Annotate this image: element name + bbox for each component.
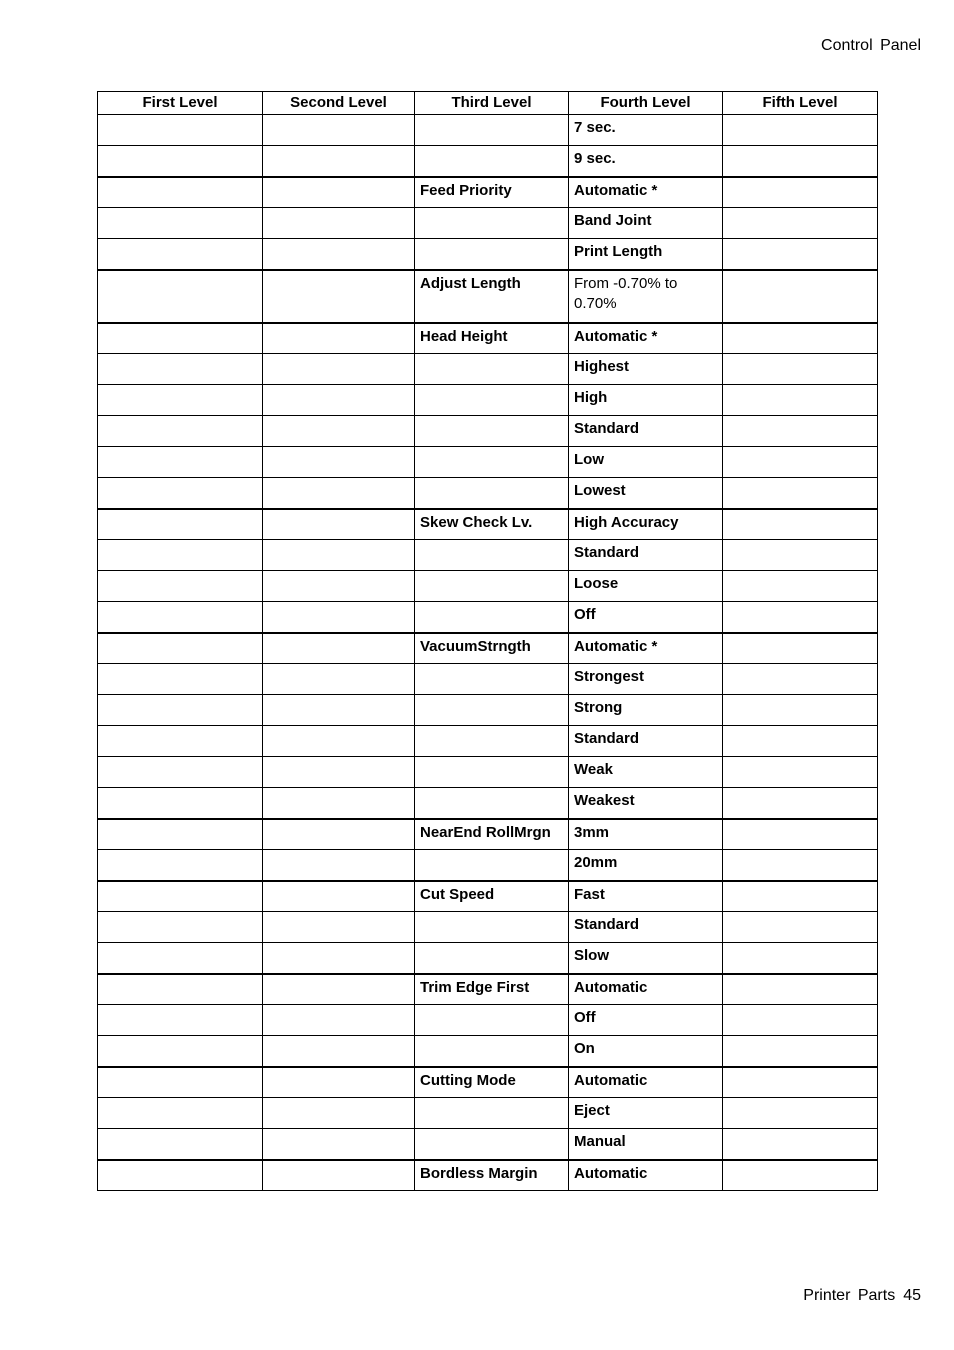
table-row: [98, 1067, 878, 1098]
cell-fifth-level: [723, 239, 878, 270]
cell-fifth-level: [723, 177, 878, 208]
cell-third-level: Adjust Length: [415, 270, 569, 323]
cell-fourth-level: Standard: [569, 416, 723, 447]
table-row: [98, 385, 878, 416]
table-row: [98, 571, 878, 602]
cell-fourth-level: Weak: [569, 757, 723, 788]
cell-fourth-level: 9 sec.: [569, 146, 723, 177]
cell-third-level: [415, 602, 569, 633]
cell-second-level: [263, 1098, 415, 1129]
table-row: [98, 1005, 878, 1036]
cell-fifth-level: [723, 115, 878, 146]
cell-first-level: [98, 1005, 263, 1036]
cell-third-level: [415, 447, 569, 478]
cell-fifth-level: [723, 323, 878, 354]
cell-first-level: [98, 146, 263, 177]
cell-fifth-level: [723, 540, 878, 571]
cell-fifth-level: [723, 664, 878, 695]
cell-fourth-level: Slow: [569, 943, 723, 974]
cell-first-level: [98, 447, 263, 478]
table-row: [98, 270, 878, 323]
cell-first-level: [98, 974, 263, 1005]
cell-third-level: [415, 208, 569, 239]
cell-second-level: [263, 726, 415, 757]
table-row: [98, 1129, 878, 1160]
cell-first-level: [98, 633, 263, 664]
cell-third-level: [415, 239, 569, 270]
table-row: [98, 943, 878, 974]
table-row: [98, 881, 878, 912]
cell-third-level: [415, 912, 569, 943]
cell-first-level: [98, 850, 263, 881]
table-row: [98, 208, 878, 239]
cell-first-level: [98, 115, 263, 146]
cell-first-level: [98, 726, 263, 757]
cell-fifth-level: [723, 819, 878, 850]
column-header-second-level: Second Level: [263, 92, 415, 115]
column-header-first-level: First Level: [98, 92, 263, 115]
cell-third-level: [415, 1098, 569, 1129]
cell-fifth-level: [723, 478, 878, 509]
cell-second-level: [263, 819, 415, 850]
cell-second-level: [263, 354, 415, 385]
table-row: [98, 757, 878, 788]
cell-third-level: [415, 571, 569, 602]
cell-fourth-level: Automatic *: [569, 633, 723, 664]
cell-fourth-level: Automatic *: [569, 323, 723, 354]
cell-fourth-level: Manual: [569, 1129, 723, 1160]
cell-third-level: NearEnd RollMrgn: [415, 819, 569, 850]
cell-fourth-level: Lowest: [569, 478, 723, 509]
column-header-third-level: Third Level: [415, 92, 569, 115]
cell-fifth-level: [723, 1036, 878, 1067]
cell-fifth-level: [723, 1098, 878, 1129]
table-row: [98, 974, 878, 1005]
cell-first-level: [98, 571, 263, 602]
menu-settings-table: [97, 91, 878, 1191]
cell-fifth-level: [723, 571, 878, 602]
cell-second-level: [263, 323, 415, 354]
table-row: [98, 1160, 878, 1191]
cell-first-level: [98, 208, 263, 239]
cell-fourth-level: Low: [569, 447, 723, 478]
cell-fourth-level: On: [569, 1036, 723, 1067]
cell-second-level: [263, 540, 415, 571]
cell-second-level: [263, 695, 415, 726]
cell-third-level: [415, 943, 569, 974]
cell-second-level: [263, 115, 415, 146]
table-row: [98, 695, 878, 726]
cell-fifth-level: [723, 1005, 878, 1036]
table-row: [98, 1036, 878, 1067]
table-body: [98, 115, 878, 1191]
cell-second-level: [263, 416, 415, 447]
cell-third-level: [415, 416, 569, 447]
cell-second-level: [263, 602, 415, 633]
cell-second-level: [263, 385, 415, 416]
cell-fourth-level: 20mm: [569, 850, 723, 881]
page-header-title: Control Panel: [821, 37, 921, 54]
cell-third-level: [415, 1005, 569, 1036]
table-row: [98, 239, 878, 270]
cell-second-level: [263, 1067, 415, 1098]
cell-fifth-level: [723, 602, 878, 633]
cell-fifth-level: [723, 943, 878, 974]
cell-second-level: [263, 146, 415, 177]
cell-third-level: [415, 757, 569, 788]
cell-first-level: [98, 757, 263, 788]
cell-third-level: [415, 726, 569, 757]
cell-first-level: [98, 912, 263, 943]
cell-fourth-level: Loose: [569, 571, 723, 602]
cell-first-level: [98, 1067, 263, 1098]
cell-fourth-level: Print Length: [569, 239, 723, 270]
cell-first-level: [98, 323, 263, 354]
cell-second-level: [263, 1036, 415, 1067]
table-row: [98, 509, 878, 540]
cell-first-level: [98, 354, 263, 385]
cell-fifth-level: [723, 912, 878, 943]
cell-third-level: Cutting Mode: [415, 1067, 569, 1098]
cell-third-level: Head Height: [415, 323, 569, 354]
cell-first-level: [98, 602, 263, 633]
table-row: [98, 850, 878, 881]
cell-third-level: [415, 788, 569, 819]
cell-fifth-level: [723, 447, 878, 478]
cell-fourth-level: Standard: [569, 540, 723, 571]
cell-fifth-level: [723, 633, 878, 664]
cell-second-level: [263, 270, 415, 323]
cell-fourth-level: Off: [569, 602, 723, 633]
cell-fifth-level: [723, 354, 878, 385]
cell-second-level: [263, 788, 415, 819]
cell-second-level: [263, 1129, 415, 1160]
cell-third-level: [415, 850, 569, 881]
table-row: [98, 416, 878, 447]
cell-first-level: [98, 509, 263, 540]
cell-fifth-level: [723, 208, 878, 239]
cell-first-level: [98, 788, 263, 819]
cell-first-level: [98, 881, 263, 912]
cell-second-level: [263, 478, 415, 509]
cell-second-level: [263, 850, 415, 881]
cell-second-level: [263, 239, 415, 270]
table-row: [98, 447, 878, 478]
cell-fifth-level: [723, 788, 878, 819]
table-row: [98, 323, 878, 354]
table-row: [98, 478, 878, 509]
cell-first-level: [98, 239, 263, 270]
cell-first-level: [98, 1129, 263, 1160]
cell-fourth-level: Weakest: [569, 788, 723, 819]
table-row: [98, 177, 878, 208]
cell-fourth-level: Highest: [569, 354, 723, 385]
table-row: [98, 664, 878, 695]
cell-fifth-level: [723, 1160, 878, 1191]
cell-fourth-level: Off: [569, 1005, 723, 1036]
cell-fifth-level: [723, 270, 878, 323]
cell-third-level: [415, 540, 569, 571]
cell-third-level: [415, 115, 569, 146]
cell-fourth-level: Automatic: [569, 974, 723, 1005]
cell-third-level: [415, 146, 569, 177]
cell-fourth-level: High: [569, 385, 723, 416]
cell-fifth-level: [723, 974, 878, 1005]
cell-fourth-level: Band Joint: [569, 208, 723, 239]
cell-third-level: [415, 478, 569, 509]
cell-fourth-level: High Accuracy: [569, 509, 723, 540]
cell-second-level: [263, 633, 415, 664]
cell-first-level: [98, 177, 263, 208]
cell-first-level: [98, 943, 263, 974]
cell-second-level: [263, 974, 415, 1005]
cell-second-level: [263, 912, 415, 943]
cell-second-level: [263, 208, 415, 239]
cell-third-level: [415, 664, 569, 695]
cell-first-level: [98, 695, 263, 726]
page-footer: [803, 1287, 921, 1305]
cell-fifth-level: [723, 695, 878, 726]
cell-second-level: [263, 664, 415, 695]
cell-fourth-level: Standard: [569, 726, 723, 757]
cell-fifth-level: [723, 881, 878, 912]
cell-fourth-level: Strong: [569, 695, 723, 726]
cell-fifth-level: [723, 1129, 878, 1160]
cell-third-level: [415, 695, 569, 726]
cell-first-level: [98, 478, 263, 509]
table-row: [98, 602, 878, 633]
cell-second-level: [263, 1160, 415, 1191]
cell-fourth-level: Automatic *: [569, 177, 723, 208]
cell-first-level: [98, 270, 263, 323]
cell-third-level: Bordless Margin: [415, 1160, 569, 1191]
cell-fourth-level: Standard: [569, 912, 723, 943]
cell-third-level: Skew Check Lv.: [415, 509, 569, 540]
cell-second-level: [263, 881, 415, 912]
table-row: [98, 819, 878, 850]
table-row: [98, 726, 878, 757]
cell-third-level: Trim Edge First: [415, 974, 569, 1005]
cell-second-level: [263, 1005, 415, 1036]
table-header-row: [98, 92, 878, 115]
cell-second-level: [263, 447, 415, 478]
table-row: [98, 146, 878, 177]
table-row: [98, 540, 878, 571]
cell-fourth-level: Automatic: [569, 1160, 723, 1191]
cell-first-level: [98, 1160, 263, 1191]
cell-first-level: [98, 1098, 263, 1129]
page-number: 45: [903, 1287, 921, 1304]
cell-fifth-level: [723, 146, 878, 177]
cell-fourth-level: 3mm: [569, 819, 723, 850]
table-row: [98, 354, 878, 385]
cell-fifth-level: [723, 509, 878, 540]
cell-fourth-level: Strongest: [569, 664, 723, 695]
cell-third-level: Feed Priority: [415, 177, 569, 208]
cell-fifth-level: [723, 416, 878, 447]
cell-fifth-level: [723, 757, 878, 788]
cell-first-level: [98, 1036, 263, 1067]
table-row: [98, 1098, 878, 1129]
column-header-fourth-level: Fourth Level: [569, 92, 723, 115]
cell-fifth-level: [723, 385, 878, 416]
cell-fourth-level: From -0.70% to 0.70%: [569, 270, 723, 323]
cell-second-level: [263, 509, 415, 540]
cell-fourth-level: Fast: [569, 881, 723, 912]
cell-third-level: Cut Speed: [415, 881, 569, 912]
cell-first-level: [98, 385, 263, 416]
cell-third-level: [415, 354, 569, 385]
cell-fourth-level: 7 sec.: [569, 115, 723, 146]
cell-second-level: [263, 943, 415, 974]
table-row: [98, 115, 878, 146]
cell-first-level: [98, 540, 263, 571]
table-row: [98, 788, 878, 819]
cell-third-level: VacuumStrngth: [415, 633, 569, 664]
cell-first-level: [98, 416, 263, 447]
cell-second-level: [263, 571, 415, 602]
column-header-fifth-level: Fifth Level: [723, 92, 878, 115]
cell-third-level: [415, 385, 569, 416]
cell-fifth-level: [723, 850, 878, 881]
cell-fifth-level: [723, 726, 878, 757]
cell-second-level: [263, 757, 415, 788]
cell-third-level: [415, 1036, 569, 1067]
footer-section-name: Printer Parts: [803, 1287, 896, 1304]
cell-first-level: [98, 664, 263, 695]
cell-fourth-level: Automatic: [569, 1067, 723, 1098]
cell-third-level: [415, 1129, 569, 1160]
cell-second-level: [263, 177, 415, 208]
cell-first-level: [98, 819, 263, 850]
table-row: [98, 912, 878, 943]
table-row: [98, 633, 878, 664]
cell-fifth-level: [723, 1067, 878, 1098]
cell-fourth-level: Eject: [569, 1098, 723, 1129]
